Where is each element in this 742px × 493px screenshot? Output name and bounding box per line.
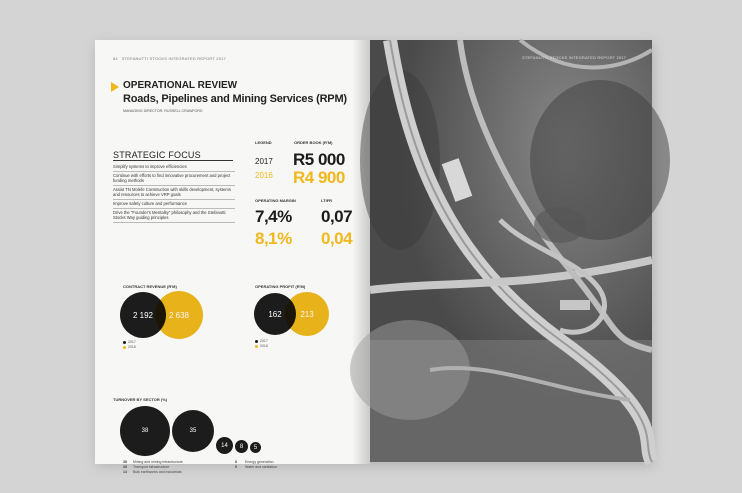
right-page-header: STEFANUTTI STOCKS INTEGRATED REPORT 2017 [522, 55, 627, 60]
sector-circle: 14 [216, 437, 233, 454]
sector-circle: 8 [235, 440, 248, 453]
sector-legend-item: 38 Mining and mining infrastructure [123, 460, 183, 464]
report-title: STEFANUTTI STOCKS INTEGRATED REPORT 2017 [121, 56, 226, 61]
sector-circle: 35 [172, 410, 214, 452]
order-book-label: ORDER BOOK (R'M) [294, 140, 333, 145]
aerial-highway-image [370, 40, 652, 462]
right-page-aerial-photo [370, 40, 652, 462]
section-subtitle: Roads, Pipelines and Mining Services (RPM) [123, 93, 347, 105]
margin-prior: 8,1% [255, 229, 292, 248]
legend-yellow-icon [123, 346, 126, 349]
contract-revenue-current: 2 192 [132, 310, 154, 320]
legend-yellow-icon [255, 345, 258, 348]
strategic-focus-list [113, 163, 235, 223]
sector-legend-item: 8 Energy generation [235, 460, 274, 464]
sector-circle: 38 [120, 406, 170, 456]
strategic-focus-item: Improve safety culture and performance [113, 200, 235, 209]
turnover-by-sector-title: TURNOVER BY SECTOR (%) [113, 397, 168, 402]
operating-profit-current: 162 [268, 309, 282, 319]
section-triangle-icon [111, 82, 119, 92]
strategic-focus-item: Drive the "Founder's Mentality" philosophy and the Stefanutti Stocks Way guiding principles [113, 209, 235, 223]
legend-label: LEGEND [255, 140, 272, 145]
operating-profit-prior: 213 [300, 309, 314, 319]
strategic-focus-item: Continue with efforts to find innovative procurement and project funding methods [113, 172, 235, 186]
margin-current: 7,4% [255, 207, 292, 226]
left-page [95, 40, 370, 475]
sector-legend [235, 460, 277, 470]
operating-margin-label: OPERATING MARGIN [255, 198, 296, 203]
ltifr-label: LTIFR [321, 198, 333, 203]
sector-legend-item: 14 Bulk earthworks and industrials [123, 470, 182, 475]
operating-profit-legend: 2017 2016 [255, 339, 268, 349]
sector-circle: 5 [250, 442, 261, 453]
ltifr-prior: 0,04 [321, 229, 353, 248]
section-title: OPERATIONAL REVIEW [123, 80, 238, 91]
operating-profit-title: OPERATING PROFIT (R'M) [255, 284, 306, 289]
contract-revenue-legend: 2017 2016 [123, 340, 136, 350]
strategic-focus-item: Assist TN Molefe Construction with skills development, systems and resources to achieve VRP goals [113, 186, 235, 200]
strategic-focus-item: Simplify systems to improve efficiencies [113, 163, 235, 172]
contract-revenue-prior: 2 638 [168, 310, 190, 320]
sector-legend-item: 5 Water and sanitation [235, 465, 277, 470]
order-book-current: R5 000 [293, 150, 345, 169]
legend-dark-icon [255, 340, 258, 343]
sector-legend-item: 35 Transport infrastructure [123, 465, 170, 470]
contract-revenue-prior-circle [155, 291, 203, 339]
order-book-prior: R4 900 [293, 168, 345, 187]
contract-revenue-title: CONTRACT REVENUE (R'M) [123, 284, 177, 289]
ltifr-current: 0,07 [321, 207, 353, 226]
legend-year-current: 2017 [255, 157, 273, 166]
operating-profit-prior-circle [285, 292, 329, 336]
sector-legend [123, 460, 183, 476]
page-header [113, 56, 226, 61]
legend-dark-icon [123, 341, 126, 344]
managing-director: MANAGING DIRECTOR: RUSSELL CRAWFORD [123, 109, 203, 113]
strategic-focus-divider [113, 160, 233, 161]
legend-year-prior: 2016 [255, 171, 273, 180]
page-number: 64 [113, 56, 118, 61]
strategic-focus-title: STRATEGIC FOCUS [113, 150, 201, 160]
